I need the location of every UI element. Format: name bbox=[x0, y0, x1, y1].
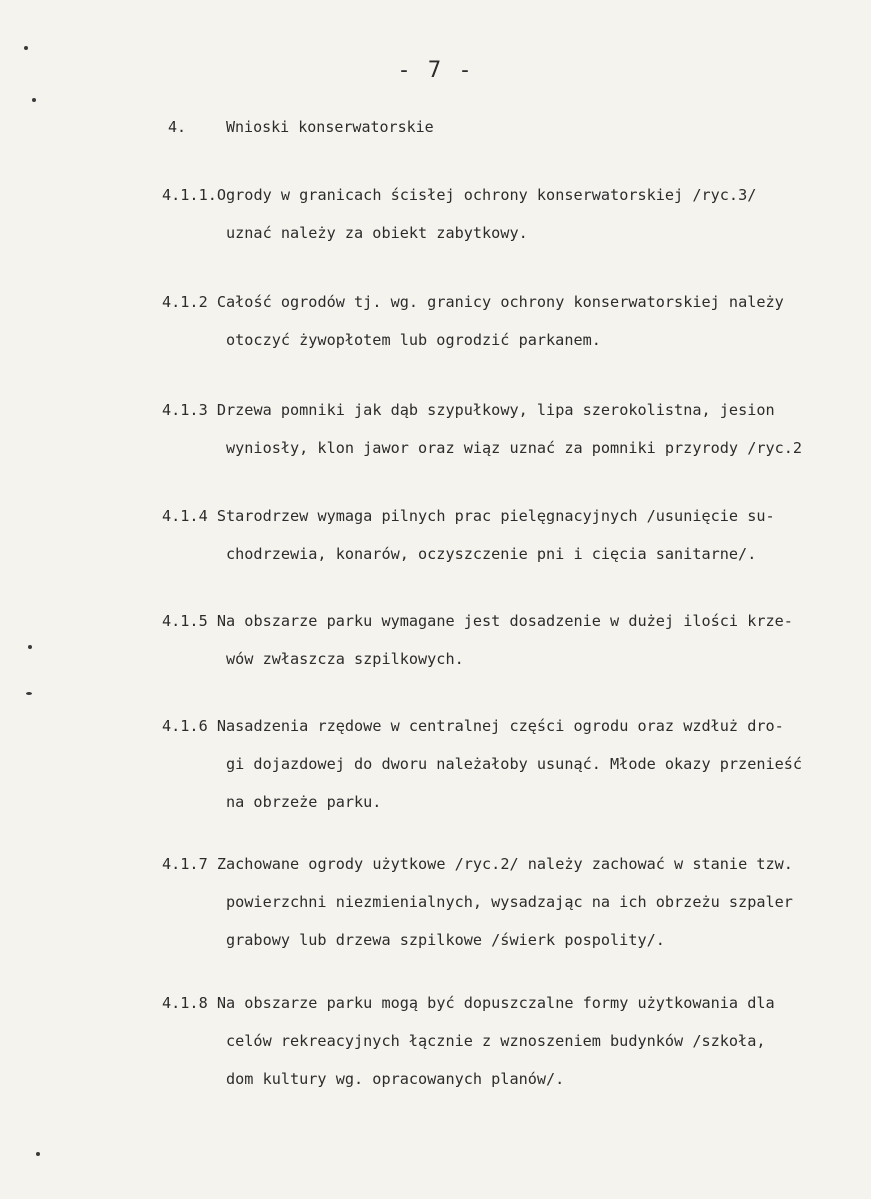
item-number: 4.1.6 bbox=[162, 717, 208, 735]
item-line bbox=[162, 602, 867, 640]
item-line bbox=[162, 707, 867, 745]
item-text: Starodrzew wymaga pilnych prac pielęgnacyjnych /usunięcie su- bbox=[216, 507, 775, 525]
item-text: Na obszarze parku wymagane jest dosadzenie w dużej ilości krze- bbox=[216, 612, 793, 630]
list-item bbox=[162, 497, 867, 573]
item-line: grabowy lub drzewa szpilkowe /świerk pospolity/. bbox=[226, 931, 665, 949]
margin-mark bbox=[24, 46, 28, 50]
item-line bbox=[162, 391, 867, 429]
item-number: 4.1.5 bbox=[162, 612, 208, 630]
item-text: Drzewa pomniki jak dąb szypułkowy, lipa szerokolistna, jesion bbox=[216, 401, 775, 419]
item-line bbox=[162, 845, 867, 883]
item-text: Zachowane ogrody użytkowe /ryc.2/ należy zachować w stanie tzw. bbox=[216, 855, 793, 873]
item-line bbox=[162, 283, 867, 321]
item-number: 4.1.2 bbox=[162, 293, 208, 311]
item-number: 4.1.1. bbox=[162, 186, 217, 204]
item-number: 4.1.8 bbox=[162, 994, 208, 1012]
item-line: otoczyć żywopłotem lub ogrodzić parkanem. bbox=[226, 331, 601, 349]
page-number: - 7 - bbox=[397, 58, 474, 83]
item-line bbox=[162, 497, 867, 535]
section-number: 4. bbox=[168, 118, 187, 136]
margin-mark bbox=[32, 98, 36, 102]
item-line: uznać należy za obiekt zabytkowy. bbox=[226, 224, 528, 242]
item-number: 4.1.7 bbox=[162, 855, 208, 873]
margin-mark bbox=[36, 1152, 40, 1156]
section-heading bbox=[168, 118, 434, 136]
margin-mark bbox=[28, 645, 32, 649]
margin-mark bbox=[26, 692, 32, 695]
item-text: Ogrody w granicach ścisłej ochrony konserwatorskiej /ryc.3/ bbox=[216, 186, 757, 204]
item-line: powierzchni niezmienialnych, wysadzając na ich obrzeżu szpaler bbox=[226, 893, 793, 911]
item-line: dom kultury wg. opracowanych planów/. bbox=[226, 1070, 565, 1088]
item-line: chodrzewia, konarów, oczyszczenie pni i cięcia sanitarne/. bbox=[226, 545, 757, 563]
item-text: Nasadzenia rzędowe w centralnej części ogrodu oraz wzdłuż dro- bbox=[216, 717, 784, 735]
list-item bbox=[162, 602, 867, 678]
list-item bbox=[162, 283, 867, 359]
list-item bbox=[162, 176, 867, 252]
list-item bbox=[162, 984, 867, 1098]
item-line: na obrzeże parku. bbox=[226, 793, 382, 811]
item-line: wyniosły, klon jawor oraz wiąz uznać za pomniki przyrody /ryc.2 bbox=[226, 439, 803, 457]
item-line: celów rekreacyjnych łącznie z wznoszeniem budynków /szkoła, bbox=[226, 1032, 766, 1050]
item-line: gi dojazdowej do dworu należałoby usunąć. Młode okazy przenieść bbox=[226, 755, 803, 773]
item-text: Całość ogrodów tj. wg. granicy ochrony konserwatorskiej należy bbox=[216, 293, 784, 311]
section-title: Wnioski konserwatorskie bbox=[226, 118, 434, 136]
item-line: wów zwłaszcza szpilkowych. bbox=[226, 650, 464, 668]
item-line bbox=[162, 176, 867, 214]
item-number: 4.1.4 bbox=[162, 507, 208, 525]
list-item bbox=[162, 707, 867, 821]
list-item bbox=[162, 845, 867, 959]
item-line bbox=[162, 984, 867, 1022]
item-text: Na obszarze parku mogą być dopuszczalne formy użytkowania dla bbox=[216, 994, 775, 1012]
item-number: 4.1.3 bbox=[162, 401, 208, 419]
list-item bbox=[162, 391, 867, 467]
